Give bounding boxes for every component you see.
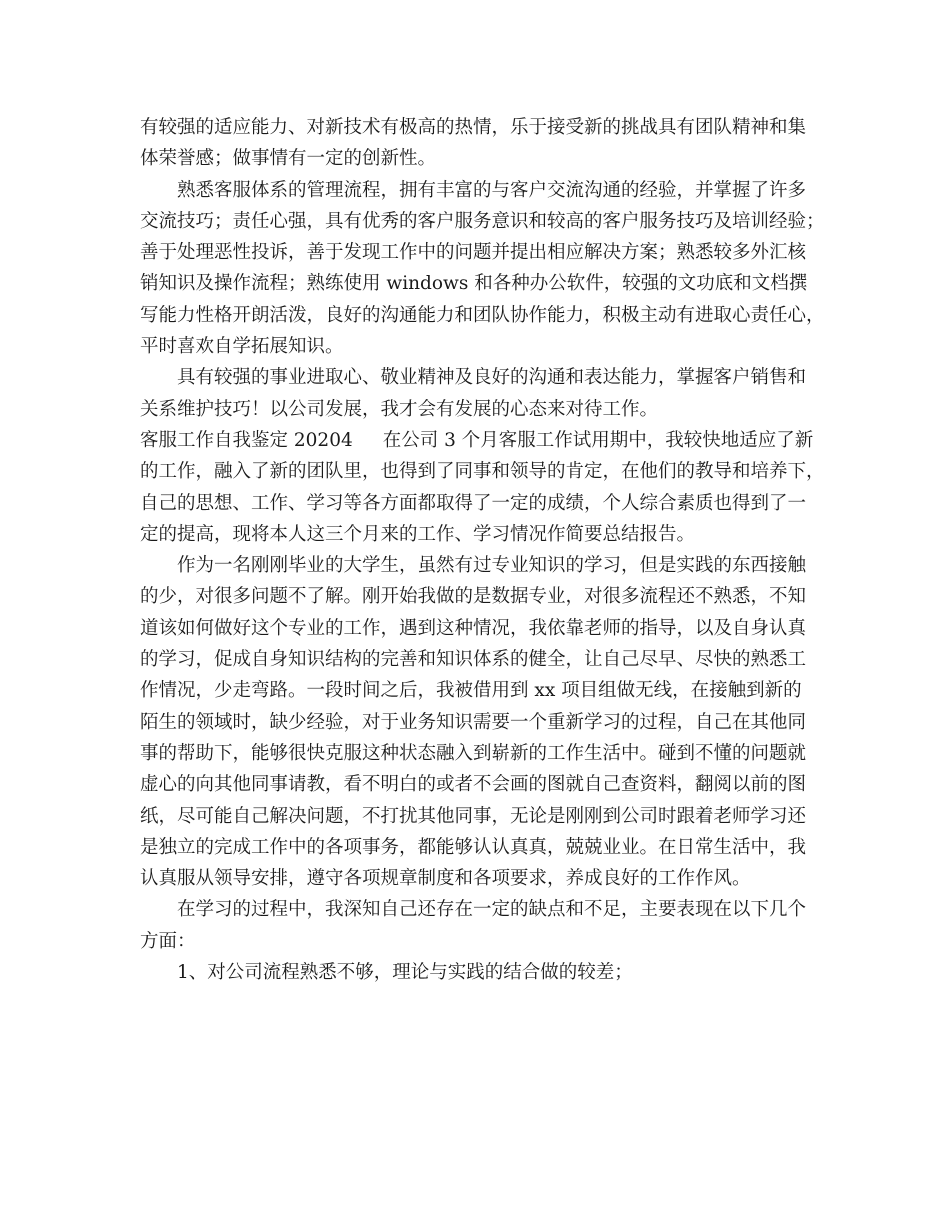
text-line: 自己的思想、工作、学习等各方面都取得了一定的成绩，个人综合素质也得到了一	[140, 492, 807, 514]
text-line: 在学习的过程中，我深知自己还存在一定的缺点和不足，主要表现在以下几个	[177, 899, 807, 921]
text-line	[140, 425, 820, 456]
text-line: 熟悉客服体系的管理流程，拥有丰富的与客户交流沟通的经验，并掌握了许多	[177, 179, 807, 201]
text-line: 具有较强的事业进取心、敬业精神及良好的沟通和表达能力，掌握客户销售和	[177, 367, 807, 389]
text-line: 陌生的领域时，缺少经验，对于业务知识需要一个重新学习的过程，自己在其他同	[140, 711, 807, 733]
text-line: 关系维护技巧！以公司发展，我才会有发展的心态来对待工作。	[140, 398, 659, 420]
text-line: 定的提高，现将本人这三个月来的工作、学习情况作简要总结报告。	[140, 523, 696, 545]
paragraph-6	[140, 894, 820, 957]
section-intro: 在公司 3 个月客服工作试用期中，我较快地适应了新	[382, 429, 814, 451]
text-line: 的少，对很多问题不了解。刚开始我做的是数据专业，对很多流程还不熟悉，不知	[140, 586, 807, 608]
text-line: 方面：	[140, 930, 196, 952]
text-line: 虚心的向其他同事请教，看不明白的或者不会画的图就自己查资料，翻阅以前的图	[140, 774, 807, 796]
text-line: 的工作，融入了新的团队里，也得到了同事和领导的肯定，在他们的教导和培养下，	[140, 461, 825, 483]
text-line: 平时喜欢自学拓展知识。	[140, 336, 344, 358]
text-line: 有较强的适应能力、对新技术有极高的热情，乐于接受新的挑战具有团队精神和集	[140, 117, 807, 138]
text-line: 纸，尽可能自己解决问题，不打扰其他同事，无论是刚刚到公司时跟着老师学习还	[140, 805, 807, 827]
paragraph-2	[140, 175, 825, 363]
text-line: 写能力性格开朗活泼，良好的沟通能力和团队协作能力，积极主动有进取心责任心，	[140, 304, 825, 326]
paragraph-3	[140, 362, 820, 425]
text-line: 是独立的完成工作中的各项事务，都能够认认真真，兢兢业业。在日常生活中，我	[140, 836, 807, 858]
text-line: 认真服从领导安排，遵守各项规章制度和各项要求，养成良好的工作作风。	[140, 868, 751, 890]
paragraph-4	[140, 425, 825, 550]
text-line: 作情况，少走弯路。一段时间之后，我被借用到 xx 项目组做无线，在接触到新的	[140, 680, 802, 702]
text-line: 交流技巧；责任心强，具有优秀的客户服务意识和较高的客户服务技巧及培训经验；	[140, 210, 825, 232]
paragraph-5	[140, 550, 820, 894]
document-body	[140, 112, 825, 988]
text-line: 道该如何做好这个专业的工作，遇到这种情况，我依靠老师的指导，以及自身认真	[140, 617, 807, 639]
text-line: 的学习，促成自身知识结构的完善和知识体系的健全，让自己尽早、尽快的熟悉工	[140, 649, 807, 671]
paragraph-1	[140, 112, 820, 175]
section-title: 客服工作自我鉴定 20204	[140, 429, 353, 451]
text-line: 事的帮助下，能够很快克服这种状态融入到崭新的工作生活中。碰到不懂的问题就	[140, 742, 807, 764]
text-line: 善于处理恶性投诉，善于发现工作中的问题并提出相应解决方案；熟悉较多外汇核	[140, 242, 807, 264]
list-item: 1、对公司流程熟悉不够，理论与实践的结合做的较差；	[177, 962, 633, 984]
text-line: 作为一名刚刚毕业的大学生，虽然有过专业知识的学习，但是实践的东西接触	[177, 555, 807, 577]
text-line: 体荣誉感；做事情有一定的创新性。	[140, 148, 437, 170]
text-line: 销知识及操作流程；熟练使用 windows 和各种办公软件，较强的文功底和文档撰	[140, 273, 808, 295]
paragraph-7	[140, 957, 820, 988]
